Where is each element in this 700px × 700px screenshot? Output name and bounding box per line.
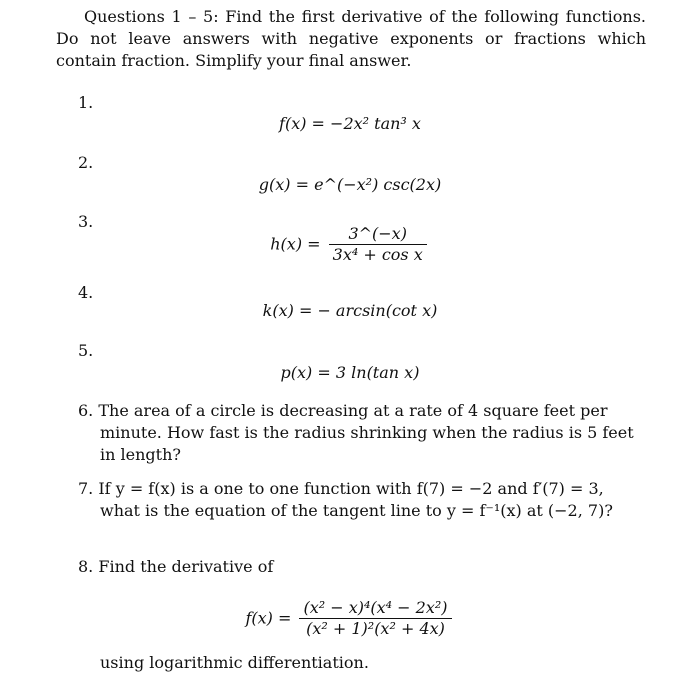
question-6-text: The area of a circle is decreasing at a rate of 4 square feet per minute. How fast is the radius shrinking when the radius is 5 feet in length?	[98, 401, 634, 464]
question-8-denominator: (x² + 1)²(x² + 4x)	[306, 619, 445, 638]
problem-1-number: 1.	[78, 93, 94, 112]
problem-2-number: 2.	[78, 153, 94, 172]
question-8-numerator: (x² − x)⁴(x⁴ − 2x²)	[299, 598, 451, 619]
problem-4-expr: − arcsin(cot x)	[317, 301, 438, 320]
problem-1-expr: −2x² tan³ x	[330, 114, 421, 133]
question-8	[78, 556, 648, 578]
problem-2-lhs: g(x) =	[258, 175, 315, 194]
problem-4-equation	[0, 300, 700, 322]
instructions-paragraph	[56, 6, 646, 72]
problem-3-numerator: 3^(−x)	[329, 224, 427, 245]
problem-3-denominator: 3x⁴ + cos x	[332, 245, 423, 264]
problem-1-lhs: f(x) =	[279, 114, 331, 133]
question-7	[78, 478, 648, 522]
question-7-number: 7.	[78, 479, 94, 498]
problem-3-lhs: h(x) =	[270, 234, 326, 254]
problem-3-fraction	[329, 224, 427, 265]
question-8-lead: Find the derivative of	[98, 557, 274, 576]
problem-1-equation	[0, 113, 700, 135]
question-7-text: If y = f(x) is a one to one function with f(7) = −2 and f′(7) = 3, what is the equation of the tangent line to y = f⁻¹(x) at (−2, 7)?	[98, 479, 613, 520]
problem-3-equation	[0, 224, 700, 265]
problem-5-equation	[0, 362, 700, 384]
question-8-equation	[0, 598, 700, 639]
question-8-fraction	[299, 598, 451, 639]
problem-5-expr: 3 ln(tan x)	[335, 363, 420, 382]
problem-3-number: 3.	[78, 212, 94, 231]
problem-4-lhs: k(x) =	[262, 301, 318, 320]
question-6-number: 6.	[78, 401, 94, 420]
question-8-lhs: f(x) =	[245, 608, 297, 628]
instructions-text: Questions 1 – 5: Find the first derivative of the following functions. Do not leave answers with negative exponents or fractions which contain fraction. Simplify your final answer.	[56, 7, 646, 70]
problem-4-number: 4.	[78, 283, 94, 302]
question-6	[78, 400, 648, 466]
problem-5-lhs: p(x) =	[280, 363, 336, 382]
problem-2-equation	[0, 174, 700, 196]
question-8-number: 8.	[78, 557, 94, 576]
problem-2-expr: e^(−x²) csc(2x)	[314, 175, 442, 194]
problem-5-number: 5.	[78, 341, 94, 360]
question-8-tail: using logarithmic differentiation.	[100, 653, 369, 672]
